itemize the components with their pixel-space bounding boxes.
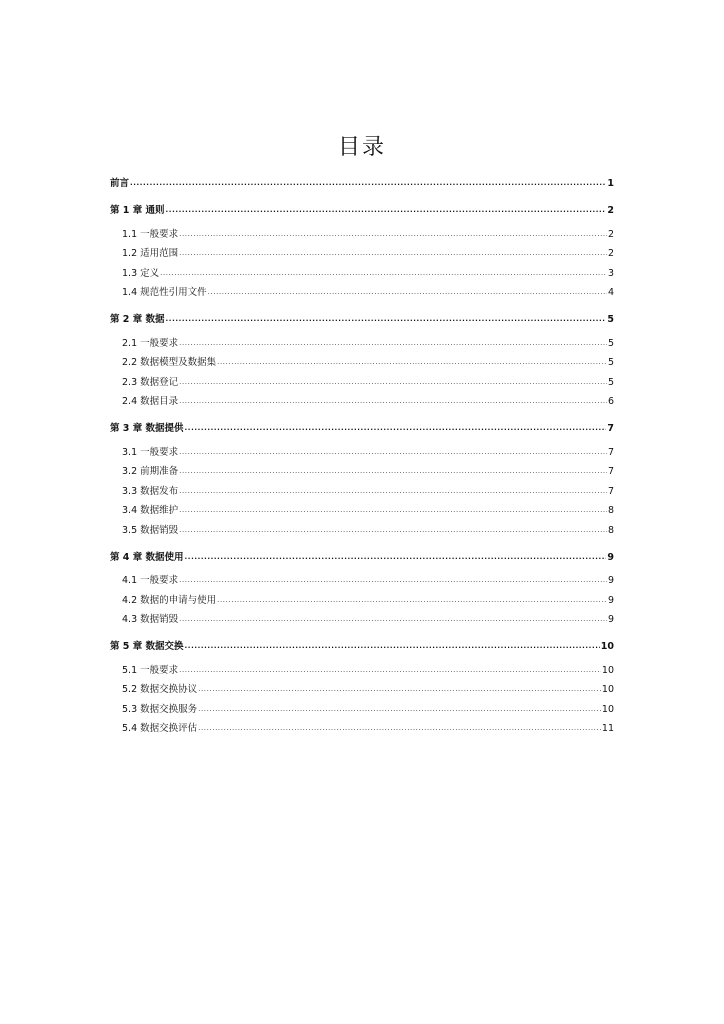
dot-leader [179,396,607,408]
toc-entry-page: 6 [607,396,614,407]
dot-leader [208,287,607,299]
toc-entry-3-3[interactable] [110,478,614,498]
toc-entry-label: 1.1 一般要求 [122,228,179,240]
dot-leader [198,723,601,735]
toc-entry-label: 第 4 章 数据使用 [110,551,184,563]
toc-entry-page: 7 [607,466,614,477]
toc-entry-1-4[interactable] [110,280,614,300]
toc-entry-page: 10 [601,703,614,715]
table-of-contents [110,172,614,735]
toc-entry-page: 5 [607,337,614,349]
dot-leader [179,447,607,459]
toc-entry-label: 3.4 数据维护 [122,505,179,516]
dot-leader [179,665,601,677]
toc-entry-5-3[interactable] [110,696,614,716]
toc-entry-label: 2.4 数据目录 [122,396,179,407]
toc-entry-label: 3.3 数据发布 [122,485,179,497]
dot-leader [179,575,607,587]
toc-entry-label: 4.3 数据销毁 [122,614,179,625]
toc-entry-label: 4.1 一般要求 [122,575,179,586]
toc-entry-page: 8 [607,524,614,536]
toc-entry-chapter-2[interactable] [110,308,614,326]
toc-entry-page: 3 [607,267,614,279]
toc-entry-label: 第 3 章 数据提供 [110,423,184,434]
dot-leader [198,684,601,696]
toc-entry-label: 3.1 一般要求 [122,446,179,458]
toc-entry-label: 5.1 一般要求 [122,664,179,676]
dot-leader [130,178,606,190]
toc-entry-label: 3.2 前期准备 [122,466,179,477]
toc-entry-label: 第 1 章 通则 [110,205,165,216]
dot-leader [179,525,607,537]
toc-entry-5-1[interactable] [110,657,614,677]
toc-entry-label: 前言 [110,178,130,189]
dot-leader [179,614,607,626]
toc-entry-label: 5.2 数据交换协议 [122,684,198,695]
toc-entry-page: 9 [607,614,614,625]
toc-entry-chapter-4[interactable] [110,546,614,564]
toc-entry-label: 3.5 数据销毁 [122,524,179,536]
toc-entry-page: 2 [607,228,614,240]
toc-entry-page: 9 [607,594,614,606]
toc-entry-page: 11 [601,723,614,734]
dot-leader [185,423,607,435]
toc-entry-4-2[interactable] [110,587,614,607]
toc-entry-page: 1 [607,178,614,189]
toc-entry-page: 10 [601,684,614,695]
toc-entry-page: 2 [607,205,614,216]
toc-entry-3-2[interactable] [110,459,614,479]
dot-leader [217,595,607,607]
toc-entry-page: 9 [607,575,614,586]
toc-entry-label: 5.3 数据交换服务 [122,703,198,715]
toc-entry-preface[interactable] [110,172,614,190]
toc-entry-label: 2.2 数据模型及数据集 [122,357,217,368]
toc-entry-label: 2.1 一般要求 [122,337,179,349]
toc-title: 目录 [337,135,386,160]
toc-entry-5-2[interactable] [110,677,614,697]
toc-entry-4-1[interactable] [110,568,614,588]
toc-entry-page: 7 [607,423,614,434]
toc-entry-2-1[interactable] [110,330,614,350]
toc-entry-1-1[interactable] [110,221,614,241]
toc-entry-5-4[interactable] [110,716,614,736]
toc-entry-label: 1.4 规范性引用文件 [122,287,207,298]
toc-entry-label: 第 5 章 数据交换 [110,641,184,652]
toc-entry-1-3[interactable] [110,260,614,280]
toc-entry-3-1[interactable] [110,439,614,459]
toc-entry-page: 5 [607,314,614,325]
toc-entry-chapter-3[interactable] [110,417,614,435]
toc-entry-4-3[interactable] [110,607,614,627]
toc-entry-page: 5 [607,376,614,388]
dot-leader [160,268,607,280]
toc-entry-page: 4 [607,287,614,298]
toc-entry-label: 4.2 数据的申请与使用 [122,594,217,606]
toc-entry-page: 7 [607,485,614,497]
toc-entry-2-3[interactable] [110,369,614,389]
toc-entry-2-2[interactable] [110,350,614,370]
toc-entry-3-4[interactable] [110,498,614,518]
toc-entry-chapter-1[interactable] [110,199,614,217]
toc-entry-label: 1.3 定义 [122,267,160,279]
toc-entry-page: 8 [607,505,614,516]
dot-leader [185,552,607,564]
dot-leader [179,229,607,241]
toc-entry-label: 2.3 数据登记 [122,376,179,388]
dot-leader [179,466,607,478]
dot-leader [166,314,607,326]
dot-leader [217,357,607,369]
toc-entry-label: 第 2 章 数据 [110,314,165,325]
dot-leader [179,338,607,350]
toc-entry-chapter-5[interactable] [110,635,614,653]
toc-entry-page: 2 [607,248,614,259]
toc-entry-1-2[interactable] [110,241,614,261]
toc-entry-page: 7 [607,446,614,458]
toc-entry-label: 5.4 数据交换评估 [122,723,198,734]
dot-leader [185,641,600,653]
dot-leader [179,377,607,389]
toc-entry-label: 1.2 适用范围 [122,248,179,259]
toc-entry-3-5[interactable] [110,517,614,537]
toc-entry-page: 10 [600,641,614,652]
toc-entry-2-4[interactable] [110,389,614,409]
dot-leader [179,505,607,517]
toc-entry-page: 5 [607,357,614,368]
dot-leader [179,486,607,498]
dot-leader [179,248,607,260]
toc-entry-page: 10 [601,664,614,676]
dot-leader [198,704,601,716]
toc-entry-page: 9 [607,551,614,563]
dot-leader [166,205,607,217]
